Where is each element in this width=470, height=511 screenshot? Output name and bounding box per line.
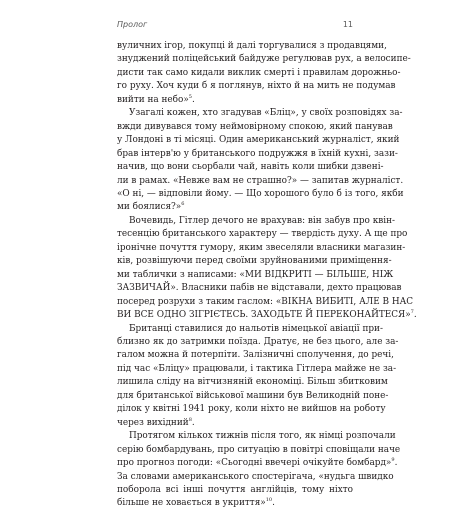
body-text xyxy=(117,40,417,511)
running-title: Пролог xyxy=(117,20,148,29)
line-text: для британської військової машини був Великодній поне- xyxy=(117,390,389,401)
text-line xyxy=(117,323,383,336)
text-line xyxy=(117,107,403,120)
line-text: більше не ховається в укриття» xyxy=(117,498,266,509)
line-text: го руху. Хоч куди б я поглянув, ніхто й на мить не подумав xyxy=(117,81,396,92)
line-text: вжди дивувався тому неймовірному спокою, який панував xyxy=(117,121,393,132)
text-line xyxy=(117,215,396,228)
footnote-marker: 9 xyxy=(391,457,395,464)
line-text: Вочевидь, Гітлер дечого не врахував: він забув про квін- xyxy=(129,215,396,226)
paragraph xyxy=(117,107,404,215)
line-text: Протягом кількох тижнів після того, як німці розпочали xyxy=(129,431,396,442)
line-text: ділок у квітні 1941 року, коли ніхто не вийшов на роботу xyxy=(117,404,386,415)
text-line xyxy=(117,309,417,322)
line-text: ми боялися?» xyxy=(117,202,182,213)
line-text: начив, що вони сьорбали чай, навіть коли шибки дзвені- xyxy=(117,162,384,173)
text-line xyxy=(117,201,353,214)
text-line xyxy=(117,282,402,295)
text-line xyxy=(117,94,353,107)
line-text: ли в рамах. «Невже вам не страшно?» — запитав журналіст. xyxy=(117,175,404,186)
line-text: За словами американського спостерігача, «нудьга швидко xyxy=(117,471,394,482)
text-line xyxy=(117,457,398,470)
text-line xyxy=(117,188,404,201)
text-line xyxy=(117,40,387,53)
text-line xyxy=(117,430,396,443)
text-line xyxy=(117,376,388,389)
line-text: близно як до затримки поїзда. Дратує, не без цього, але за- xyxy=(117,336,399,347)
line-text: брав інтерв'ю у британського подружжя в їхній кухні, зази- xyxy=(117,148,398,159)
text-line xyxy=(117,269,394,282)
line-text: Британці ставилися до нальотів німецької авіації при- xyxy=(129,323,383,334)
paragraph xyxy=(117,430,401,511)
text-line xyxy=(117,148,398,161)
footnote-marker: 5 xyxy=(188,93,192,100)
text-line xyxy=(117,349,394,362)
line-tail: . xyxy=(413,310,417,321)
text-line xyxy=(117,471,394,484)
footnote-marker: 6 xyxy=(181,201,185,208)
footnote-marker: 7 xyxy=(410,309,414,316)
line-text: серію бомбардувань, про ситуацію в повітрі сповіщали наче xyxy=(117,444,401,455)
line-text: вийти на небо» xyxy=(117,94,189,105)
text-line xyxy=(117,417,353,430)
text-line xyxy=(117,80,396,93)
text-line xyxy=(117,228,408,241)
line-text: тесенцію британського характеру — твердість духу. А ще про xyxy=(117,229,408,240)
page-number: 11 xyxy=(342,20,353,29)
text-line xyxy=(117,242,406,255)
text-line xyxy=(117,403,386,416)
line-text: іронічне почуття гумору, яким звеселяли власники магазин- xyxy=(117,242,406,253)
line-text: галом можна й потерпіти. Залізничні сполучення, до речі, xyxy=(117,350,394,361)
paragraph xyxy=(117,323,399,431)
text-line xyxy=(117,296,414,309)
text-line xyxy=(117,67,401,80)
line-text: під час «Бліцу» працювали, і тактика Гітлера майже не за- xyxy=(117,363,397,374)
line-tail: . xyxy=(191,94,195,105)
text-line xyxy=(117,484,353,497)
line-text: ВИ ВСЕ ОДНО ЗІГРІЄТЕСЬ. ЗАХОДЬТЕ Й ПЕРЕКОНАЙТЕСЯ» xyxy=(117,310,411,321)
line-text: ЗАЗВИЧАЙ». Власники пабів не відставали, дехто працював xyxy=(117,283,402,294)
paragraph xyxy=(117,40,411,107)
line-text: вуличних ігор, покупці й далі торгувалися з продавцями, xyxy=(117,41,387,51)
line-text: про прогноз погоди: «Сьогодні ввечері очікуйте бомбард» xyxy=(117,458,392,469)
running-head xyxy=(117,20,353,34)
text-line xyxy=(117,390,389,403)
line-text: у Лондоні в ті місяці. Один американський журналіст, який xyxy=(117,135,400,146)
text-line xyxy=(117,53,411,66)
line-text: знуджений поліцейський байдуже регулював рух, а велосипе- xyxy=(117,54,411,65)
text-line xyxy=(117,134,400,147)
line-text: посеред розрухи з таким гаслом: «ВІКНА ВИБИТІ, АЛЕ В НАС xyxy=(117,296,414,307)
line-text: лишила сліду на вітчизняній економіці. Більш збитковим xyxy=(117,377,388,388)
line-text: Узагалі кожен, хто згадував «Бліц», у своїх розповідях за- xyxy=(129,108,403,119)
text-line xyxy=(117,444,401,457)
line-tail: . xyxy=(191,417,195,428)
line-text: ків, розвішуючи перед своїми зруйнованими приміщення- xyxy=(117,256,392,267)
text-line xyxy=(117,363,397,376)
line-text: ми таблички з написами: «МИ ВІДКРИТІ — БІЛЬШЕ, НІЖ xyxy=(117,269,394,280)
text-line xyxy=(117,121,393,134)
line-tail: . xyxy=(272,498,275,509)
text-line xyxy=(117,255,392,268)
line-text: поборола всі інші почуття англійців, тому ніхто xyxy=(117,484,353,495)
text-line xyxy=(117,497,353,510)
footnote-marker: 8 xyxy=(188,416,192,423)
footnote-marker: 10 xyxy=(265,497,273,504)
text-line xyxy=(117,336,399,349)
line-text: «О ні, — відповіли йому. — Що хорошого було б із того, якби xyxy=(117,188,404,199)
line-text: дисти так само кидали виклик смерті і правилам дорожньо- xyxy=(117,67,401,78)
line-text: через вихідний xyxy=(117,417,189,428)
line-tail: . xyxy=(394,458,398,469)
text-line xyxy=(117,161,384,174)
text-line xyxy=(117,175,404,188)
paragraph xyxy=(117,215,417,323)
